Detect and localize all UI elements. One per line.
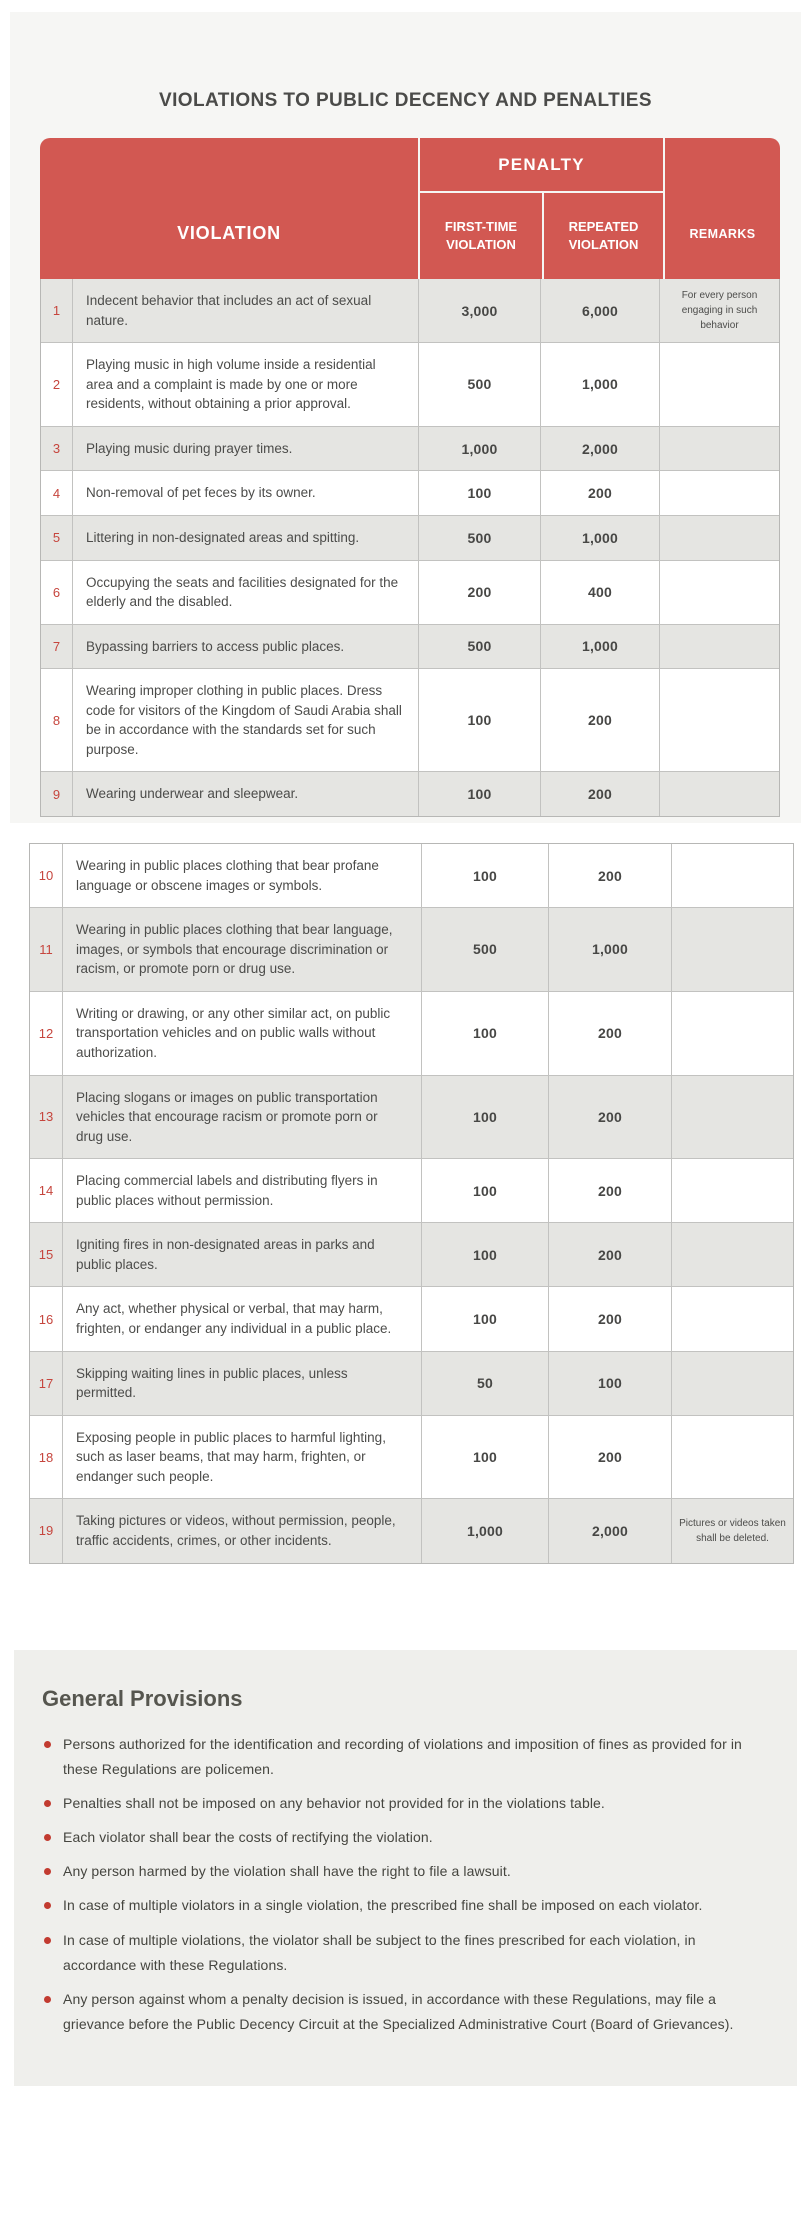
violation-text: Playing music in high volume inside a residential area and a complaint is made by one or more residents, without obtaining a prior approval.: [73, 343, 419, 426]
provision-text: In case of multiple violators in a single violation, the prescribed fine shall be imposed on each violator.: [63, 1897, 703, 1914]
row-number: 16: [30, 1287, 63, 1350]
remarks-text: [672, 1223, 793, 1286]
remarks-text: [660, 343, 779, 426]
table-row: [30, 1499, 793, 1562]
first-time-amount: 500: [419, 343, 541, 426]
first-time-amount: 100: [419, 772, 541, 816]
row-number: 13: [30, 1076, 63, 1159]
first-time-amount: 100: [422, 844, 549, 907]
row-number: 7: [41, 625, 73, 669]
row-number: 5: [41, 516, 73, 560]
provision-item: [42, 1859, 767, 1884]
remarks-text: [660, 772, 779, 816]
row-number: 19: [30, 1499, 63, 1562]
bullet-icon: [44, 1741, 51, 1748]
violation-text: Writing or drawing, or any other similar act, on public transportation vehicles and on public walls without authorization.: [63, 992, 422, 1075]
first-time-amount: 100: [422, 1159, 549, 1222]
bullet-icon: [44, 1868, 51, 1875]
repeated-amount: 100: [549, 1352, 672, 1415]
remarks-text: [672, 1352, 793, 1415]
first-time-column-header: FIRST-TIME VIOLATION: [420, 193, 542, 279]
provision-item: [42, 1825, 767, 1850]
repeated-amount: 200: [549, 1223, 672, 1286]
table-row: [41, 343, 779, 427]
violation-text: Exposing people in public places to harmful lighting, such as laser beams, that may harm, frighten, or endanger such people.: [63, 1416, 422, 1499]
top-panel: [10, 12, 801, 823]
violation-text: Skipping waiting lines in public places, unless permitted.: [63, 1352, 422, 1415]
provisions-heading: General Provisions: [42, 1685, 243, 1711]
page-title: VIOLATIONS TO PUBLIC DECENCY AND PENALTIES: [159, 90, 652, 111]
table-row: [41, 471, 779, 516]
row-number: 4: [41, 471, 73, 515]
repeated-amount: 2,000: [549, 1499, 672, 1562]
row-number: 2: [41, 343, 73, 426]
provisions-list: [42, 1732, 767, 2038]
remarks-text: [660, 625, 779, 669]
bullet-icon: [44, 1800, 51, 1807]
table-row: [41, 561, 779, 625]
table-row: [30, 844, 793, 908]
violation-text: Igniting fires in non-designated areas in parks and public places.: [63, 1223, 422, 1286]
violation-text: Occupying the seats and facilities designated for the elderly and the disabled.: [73, 561, 419, 624]
violation-text: Littering in non-designated areas and spitting.: [73, 516, 419, 560]
repeated-amount: 200: [541, 772, 660, 816]
remarks-text: [660, 561, 779, 624]
remarks-text: For every person engaging in such behavior: [681, 290, 758, 332]
table-row: [30, 1223, 793, 1287]
first-time-amount: 100: [422, 1076, 549, 1159]
provision-item: [42, 1732, 767, 1782]
repeated-amount: 200: [541, 669, 660, 771]
remarks-text: [672, 1159, 793, 1222]
bullet-icon: [44, 1996, 51, 2003]
row-number: 10: [30, 844, 63, 907]
provision-text: Persons authorized for the identification and recording of violations and imposition of fines as provided for in these Regulations are policemen.: [63, 1735, 742, 1777]
violation-text: Taking pictures or videos, without permission, people, traffic accidents, crimes, or other incidents.: [63, 1499, 422, 1562]
first-time-amount: 500: [422, 908, 549, 991]
bullet-icon: [44, 1834, 51, 1841]
violation-text: Placing commercial labels and distributing flyers in public places without permission.: [63, 1159, 422, 1222]
row-number: 18: [30, 1416, 63, 1499]
repeated-amount: 1,000: [541, 625, 660, 669]
repeated-amount: 200: [549, 992, 672, 1075]
violation-text: Any act, whether physical or verbal, that may harm, frighten, or endanger any individual in a public place.: [63, 1287, 422, 1350]
remarks-text: [672, 1416, 793, 1499]
violations-table-part-2: [29, 843, 794, 1564]
table-header: [40, 138, 780, 279]
bullet-icon: [44, 1902, 51, 1909]
table-body-1: [40, 279, 780, 817]
first-time-amount: 50: [422, 1352, 549, 1415]
first-time-amount: 100: [422, 1287, 549, 1350]
repeated-amount: 1,000: [549, 908, 672, 991]
remarks-text: [672, 1076, 793, 1159]
row-number: 12: [30, 992, 63, 1075]
row-number: 8: [41, 669, 73, 771]
first-time-amount: 1,000: [422, 1499, 549, 1562]
violation-text: Playing music during prayer times.: [73, 427, 419, 471]
table-row: [41, 427, 779, 472]
first-time-amount: 3,000: [419, 279, 541, 342]
table-row: [30, 1352, 793, 1416]
row-number: 6: [41, 561, 73, 624]
first-time-amount: 1,000: [419, 427, 541, 471]
provision-item: [42, 1928, 767, 1978]
violation-column-header: VIOLATION: [40, 138, 418, 279]
first-time-amount: 200: [419, 561, 541, 624]
table-row: [30, 1076, 793, 1160]
violation-text: Wearing underwear and sleepwear.: [73, 772, 419, 816]
repeated-amount: 200: [549, 1416, 672, 1499]
repeated-amount: 200: [549, 1287, 672, 1350]
first-time-amount: 100: [419, 471, 541, 515]
remarks-text: [660, 669, 779, 771]
violation-text: Wearing improper clothing in public places. Dress code for visitors of the Kingdom of Saudi Arabia shall be in accordance with the standards set for such purpose.: [73, 669, 419, 771]
provision-item: [42, 1791, 767, 1816]
provision-text: In case of multiple violations, the violator shall be subject to the fines prescribed for each violation, in accordance with these Regulations.: [63, 1931, 696, 1973]
first-time-amount: 100: [422, 1223, 549, 1286]
row-number: 17: [30, 1352, 63, 1415]
repeated-amount: 200: [549, 1076, 672, 1159]
table-row: [30, 992, 793, 1076]
violation-text: Non-removal of pet feces by its owner.: [73, 471, 419, 515]
remarks-text: [672, 992, 793, 1075]
remarks-text: [660, 471, 779, 515]
table-row: [30, 908, 793, 992]
remarks-text: [660, 516, 779, 560]
violation-text: Indecent behavior that includes an act of sexual nature.: [73, 279, 419, 342]
table-row: [41, 279, 779, 343]
remarks-text: [672, 908, 793, 991]
repeated-amount: 6,000: [541, 279, 660, 342]
row-number: 14: [30, 1159, 63, 1222]
violation-text: Wearing in public places clothing that bear language, images, or symbols that encourage discrimination or racism, or promote porn or drug use.: [63, 908, 422, 991]
row-number: 9: [41, 772, 73, 816]
repeated-amount: 2,000: [541, 427, 660, 471]
provision-item: [42, 1893, 767, 1918]
table-row: [30, 1287, 793, 1351]
row-number: 1: [41, 279, 73, 342]
repeated-column-header: REPEATED VIOLATION: [544, 193, 663, 279]
provision-text: Any person harmed by the violation shall have the right to file a lawsuit.: [63, 1863, 511, 1880]
remarks-column-header: REMARKS: [665, 138, 780, 279]
repeated-amount: 200: [549, 1159, 672, 1222]
remarks-text: Pictures or videos taken shall be deleted.: [679, 1517, 786, 1544]
row-number: 11: [30, 908, 63, 991]
penalty-column-group-header: PENALTY: [420, 138, 663, 191]
page: [0, 12, 811, 2086]
remarks-text: [660, 427, 779, 471]
bullet-icon: [44, 1937, 51, 1944]
provision-text: Any person against whom a penalty decision is issued, in accordance with these Regulations, may file a grievance before the Public Decency Circuit at the Specialized Administrative Court (Board of Grievances).: [63, 1991, 734, 2033]
remarks-text: [672, 844, 793, 907]
table-row: [41, 625, 779, 670]
violation-text: Wearing in public places clothing that bear profane language or obscene images or symbols.: [63, 844, 422, 907]
repeated-amount: 1,000: [541, 516, 660, 560]
violation-text: Bypassing barriers to access public places.: [73, 625, 419, 669]
first-time-amount: 100: [422, 1416, 549, 1499]
first-time-amount: 100: [422, 992, 549, 1075]
provision-text: Penalties shall not be imposed on any behavior not provided for in the violations table.: [63, 1794, 605, 1811]
repeated-amount: 1,000: [541, 343, 660, 426]
row-number: 3: [41, 427, 73, 471]
remarks-text: [672, 1287, 793, 1350]
violations-table-part-1: [40, 138, 780, 817]
first-time-amount: 500: [419, 625, 541, 669]
general-provisions-section: [14, 1650, 797, 2087]
table-row: [30, 1416, 793, 1500]
table-row: [41, 669, 779, 772]
first-time-amount: 100: [419, 669, 541, 771]
repeated-amount: 200: [549, 844, 672, 907]
table-row: [41, 516, 779, 561]
first-time-amount: 500: [419, 516, 541, 560]
table-body-2: [30, 844, 793, 1563]
repeated-amount: 400: [541, 561, 660, 624]
table-row: [30, 1159, 793, 1223]
table-row: [41, 772, 779, 816]
repeated-amount: 200: [541, 471, 660, 515]
violation-text: Placing slogans or images on public transportation vehicles that encourage racism or promote porn or drug use.: [63, 1076, 422, 1159]
provision-item: [42, 1987, 767, 2037]
provision-text: Each violator shall bear the costs of rectifying the violation.: [63, 1829, 433, 1846]
row-number: 15: [30, 1223, 63, 1286]
